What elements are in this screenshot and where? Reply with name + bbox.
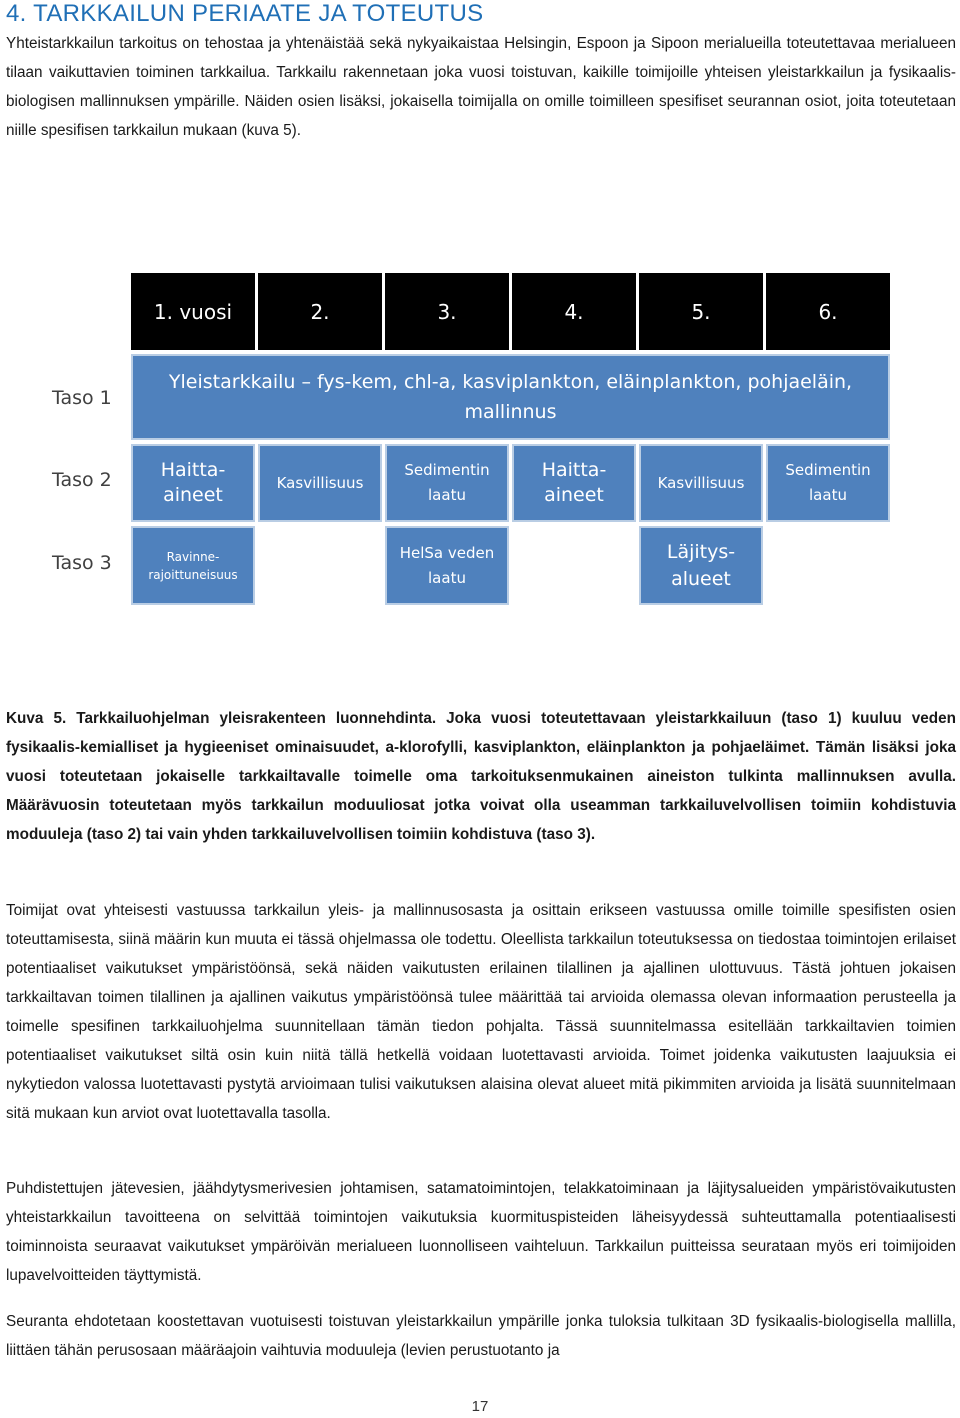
row-label-tier-1: Taso 1	[52, 387, 112, 409]
row-label-tier-3: Taso 3	[52, 552, 112, 574]
tier-3-box-2: HelSa veden laatu	[385, 526, 509, 605]
tier-2-box-1: Haitta-aineet	[131, 444, 255, 522]
body-paragraph-objectives: Puhdistettujen jätevesien, jäähdytysmerivesien johtamisen, satamatoimintojen, telakkatoiminaan ja läjitysalueiden ympäristövaikutusten yhteistarkkailun tavoitteena on selvittää toimintojen vaikutuksia kuormituspisteiden läheisyydessä suhteuttamalla potentiaalisesti toiminnoista seuraavat vaikutukset ympäröivän merialueen luonnolliseen vaihteluun. Tarkkailun puitteissa seurataan myös eri toimijoiden lupavelvoitteiden täyttymistä.	[6, 1180, 956, 1284]
year-header-6: 6.	[766, 273, 890, 350]
body-paragraph-responsibilities: Toimijat ovat yhteisesti vastuussa tarkkailun yleis- ja mallinnusosasta ja osittain erikseen vastuussa omille toimille spesifisten osien toteuttamisesta, siinä määrin kun muuta ei tässä ohjelmassa ole todettu. Oleellista tarkkailun toteutuksessa on tiedostaa toimintojen erilaiset potentiaaliset vaikutukset ympäristöönsä, sekä näiden vaikutusten erilainen tilallinen ja ajallinen ulottuvuus. Tästä johtuen jokaisen tarkkailtavan toimen tilallinen ja ajallinen vaikutus ympäristöönsä tulee määrittää tai arvioida olemassa olevan informaation perusteella ja toimelle spesifinen tarkkailuohjelma suunnitellaan tämän tiedon pohjalta. Tässä suunnitelmassa esitellään tarkkailtavien toimien potentiaaliset vaikutukset siltä osin kuin niitä tällä hetkellä voidaan luotettavasti arvioida. Toimet joidenka vaikutusten laajuuksia ei nykytiedon valossa luotettavasti pystytä arvioimaan tulisi vaikutuksen alaisina olevat alueet mitä pikimmiten arvioida ja lisätä suunnitelmaan sitä mukaan kun arviot ovat luotettavalla tasolla.	[6, 902, 956, 1122]
year-header-5: 5.	[639, 273, 763, 350]
tier-2-box-3: Sedimentin laatu	[385, 444, 509, 522]
page-number: 17	[471, 1398, 489, 1415]
tier-3-box-1: Ravinne-rajoittuneisuus	[131, 526, 255, 605]
tier-2-box-4: Haitta-aineet	[512, 444, 636, 522]
tier-1-general-monitoring-box: Yleistarkkailu – fys-kem, chl-a, kasviplankton, eläinplankton, pohjaeläin, mallinnus	[131, 354, 890, 440]
figure-caption: Kuva 5. Tarkkailuohjelman yleisrakenteen luonnehdinta. Joka vuosi toteutettavaan yleistarkkailuun (taso 1) kuuluu veden fysikaalis-kemialliset ja hygieeniset ominaisuudet, a-klorofylli, kasviplankton, eläinplankton ja pohjaeläimet. Tämän lisäksi joka vuosi toteutetaan jokaiselle tarkkailtavalle toimelle oma tarkoituksenmukainen aineiston tulkinta mallinnuksen avulla. Määrävuosin toteutetaan myös tarkkailun moduuliosat jotka voivat olla useamman tarkkailuvelvollisen toimiin kohdistuvia moduuleja (taso 2) tai vain yhden tarkkailuvelvollisen toimiin kohdistuva (taso 3).	[6, 710, 956, 843]
year-header-2: 2.	[258, 273, 382, 350]
tier-2-box-2: Kasvillisuus	[258, 444, 382, 522]
intro-paragraph: Yhteistarkkailun tarkoitus on tehostaa ja yhtenäistää sekä nykyaikaistaa Helsingin, Espoon ja Sipoon merialueilla toteutettavaa merialueen tilaan vaikuttavien toiminen tarkkailua. Tarkkailu rakennetaan joka vuosi toistuvan, kaikille toimijoille yhteisen yleistarkkailun ja fysikaalis-biologisen mallinnuksen ympärille. Näiden osien lisäksi, jokaisella toimijalla on omille toimilleen spesifiset seurannan osiot, joita toteutetaan niille spesifisen tarkkailun mukaan (kuva 5).	[6, 35, 956, 139]
year-header-4: 4.	[512, 273, 636, 350]
tier-3-box-3: Läjitys-alueet	[639, 526, 763, 605]
year-header-1: 1. vuosi	[131, 273, 255, 350]
tier-2-box-6: Sedimentin laatu	[766, 444, 890, 522]
body-paragraph-monitoring: Seuranta ehdotetaan koostettavan vuotuisesti toistuvan yleistarkkailun ympärille jonka tuloksia tulkitaan 3D fysikaalis-biologisella mallilla, liittäen tähän perusosaan määräajoin vaihtuvia moduuleja (levien perustuotanto ja	[6, 1313, 956, 1359]
section-heading: 4. TARKKAILUN PERIAATE JA TOTEUTUS	[6, 0, 484, 27]
tier-2-box-5: Kasvillisuus	[639, 444, 763, 522]
row-label-tier-2: Taso 2	[52, 469, 112, 491]
year-header-3: 3.	[385, 273, 509, 350]
